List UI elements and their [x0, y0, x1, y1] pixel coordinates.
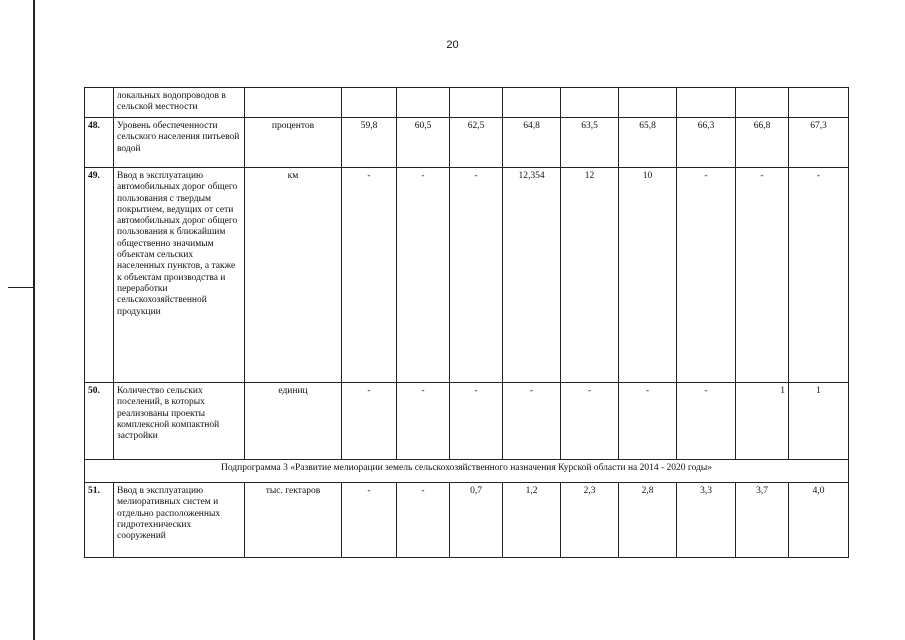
value-cell: - — [450, 168, 503, 383]
value-cell: - — [342, 168, 397, 383]
row-number — [85, 88, 114, 118]
indicator-name: Количество сельских поселений, в которых реализованы проекты комплексной компактной застройки — [114, 383, 245, 460]
value-cell: 1,2 — [503, 483, 561, 558]
value-cell: - — [342, 483, 397, 558]
value-cell: - — [619, 383, 677, 460]
value-cell: 62,5 — [450, 118, 503, 168]
value-cell: 66,3 — [677, 118, 736, 168]
table-row — [85, 383, 849, 460]
left-margin-line — [33, 0, 35, 640]
page-number: 20 — [446, 39, 459, 51]
value-cell: 12 — [561, 168, 619, 383]
value-cell: 4,0 — [789, 483, 849, 558]
subprogram-heading: Подпрограмма 3 «Развитие мелиорации земель сельскохозяйственного назначения Курской области на 2014 - 2020 годы» — [85, 460, 849, 483]
value-cell: 2,3 — [561, 483, 619, 558]
value-cell — [450, 88, 503, 118]
unit-cell: км — [245, 168, 342, 383]
value-cell: - — [397, 383, 450, 460]
unit-cell: процентов — [245, 118, 342, 168]
value-cell: - — [677, 383, 736, 460]
value-cell: - — [342, 383, 397, 460]
value-cell: 60,5 — [397, 118, 450, 168]
value-cell: - — [397, 168, 450, 383]
table-row — [85, 118, 849, 168]
indicators-table — [84, 87, 849, 558]
value-cell: - — [789, 168, 849, 383]
value-cell: 0,7 — [450, 483, 503, 558]
indicator-name: Ввод в эксплуатацию автомобильных дорог общего пользования с твердым покрытием, ведущих от сети автомобильных дорог общего пользования к ближайшим общественно значимым объектам сельских населенных пунктов, а также к объектам производства и переработки сельскохозяйственной продукции — [114, 168, 245, 383]
value-cell: 1 — [736, 383, 789, 460]
value-cell: 3,3 — [677, 483, 736, 558]
value-cell — [677, 88, 736, 118]
value-cell: 2,8 — [619, 483, 677, 558]
unit-cell — [245, 88, 342, 118]
value-cell: - — [561, 383, 619, 460]
indicator-name: локальных водопроводов в сельской местности — [114, 88, 245, 118]
subprogram-heading-row — [85, 460, 849, 483]
value-cell: 1 — [789, 383, 849, 460]
value-cell: 63,5 — [561, 118, 619, 168]
table-row — [85, 483, 849, 558]
value-cell — [789, 88, 849, 118]
value-cell: 12,354 — [503, 168, 561, 383]
margin-tick-mark — [8, 287, 34, 288]
value-cell: 10 — [619, 168, 677, 383]
row-number: 48. — [85, 118, 114, 168]
value-cell: 65,8 — [619, 118, 677, 168]
value-cell: 67,3 — [789, 118, 849, 168]
row-number: 51. — [85, 483, 114, 558]
row-number: 50. — [85, 383, 114, 460]
value-cell: - — [397, 483, 450, 558]
table-row — [85, 88, 849, 118]
value-cell: - — [450, 383, 503, 460]
indicator-name: Ввод в эксплуатацию мелиоративных систем и отдельно расположенных гидротехнических сооружений — [114, 483, 245, 558]
value-cell — [736, 88, 789, 118]
value-cell: 66,8 — [736, 118, 789, 168]
row-number: 49. — [85, 168, 114, 383]
unit-cell: тыс. гектаров — [245, 483, 342, 558]
value-cell — [561, 88, 619, 118]
value-cell: 64,8 — [503, 118, 561, 168]
value-cell — [397, 88, 450, 118]
unit-cell: единиц — [245, 383, 342, 460]
indicator-name: Уровень обеспеченности сельского населения питьевой водой — [114, 118, 245, 168]
table-row — [85, 168, 849, 383]
value-cell — [619, 88, 677, 118]
value-cell — [503, 88, 561, 118]
value-cell: - — [736, 168, 789, 383]
baseline-cell — [342, 88, 397, 118]
value-cell: - — [677, 168, 736, 383]
value-cell: - — [503, 383, 561, 460]
value-cell: 59,8 — [342, 118, 397, 168]
value-cell: 3,7 — [736, 483, 789, 558]
